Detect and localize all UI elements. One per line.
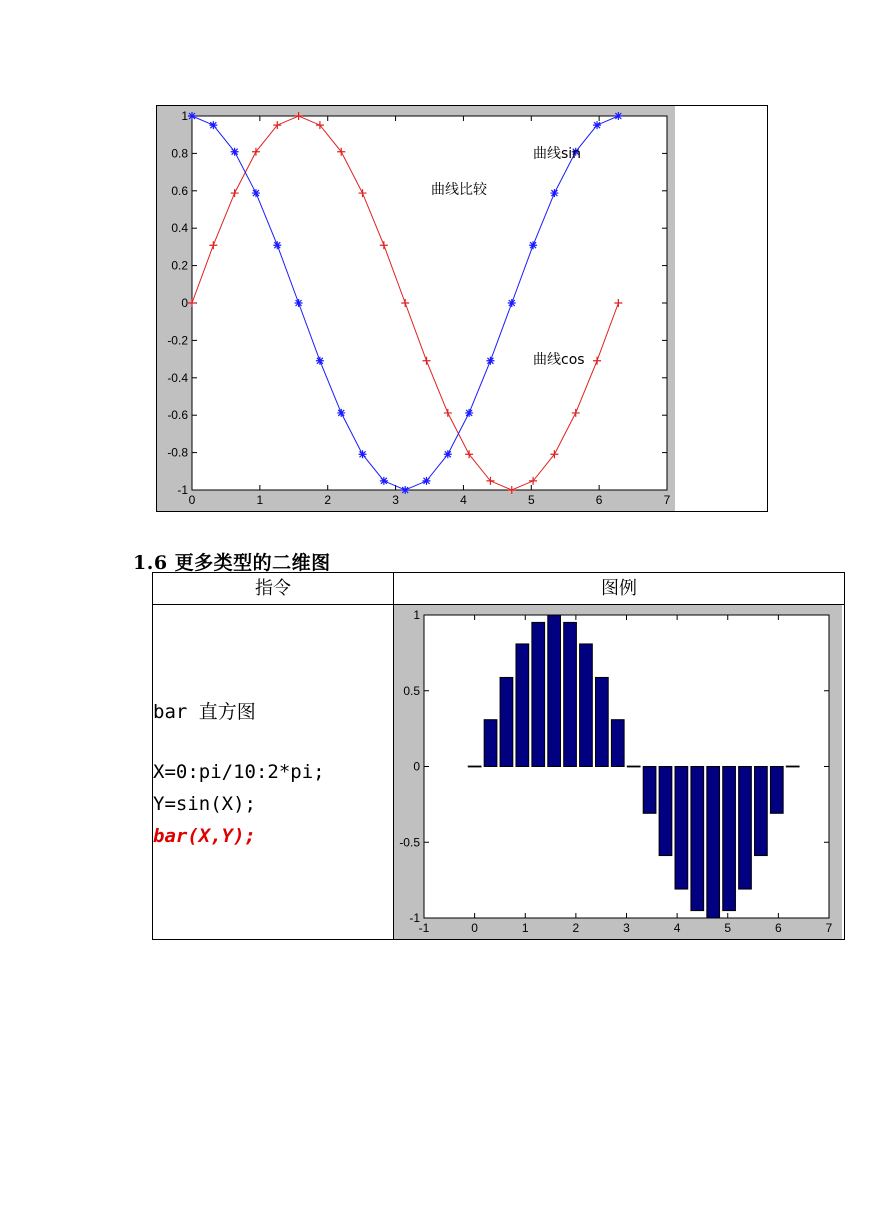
line-chart-svg	[157, 106, 767, 511]
x-tick-label: 5	[527, 493, 535, 507]
code-line-title: bar 直方图	[153, 701, 256, 723]
bar	[627, 766, 640, 767]
bar	[548, 615, 561, 767]
bar	[516, 644, 529, 767]
table-header-example: 图例	[394, 573, 844, 605]
x-tick-label: 4	[460, 493, 467, 507]
command-cell	[153, 605, 394, 939]
annotation-sin: 曲线sin	[533, 146, 582, 162]
x-tick-label: 7	[663, 493, 671, 507]
data-point-star	[380, 477, 388, 485]
data-point-star	[486, 357, 494, 365]
bar	[532, 622, 545, 766]
y-tick-label: -0.4	[167, 370, 188, 385]
bar	[707, 767, 720, 919]
y-tick-label: 0.8	[171, 146, 188, 161]
annotation-cos: 曲线cos	[533, 352, 585, 368]
bar	[500, 677, 513, 766]
data-point-star	[188, 112, 196, 120]
code-line-bar: bar(X,Y);	[153, 825, 256, 847]
data-point-star	[295, 299, 303, 307]
bar	[659, 767, 672, 856]
x-tick-label: 1	[521, 921, 529, 935]
x-tick-label: 2	[572, 921, 580, 935]
x-tick-label: 6	[775, 921, 782, 935]
x-tick-label: 3	[623, 921, 630, 935]
y-tick-label: -0.2	[167, 333, 188, 348]
data-point-star	[465, 409, 473, 417]
data-point-star	[337, 409, 345, 417]
y-tick-label: 0.2	[171, 258, 188, 273]
data-point-star	[209, 121, 217, 129]
bar	[468, 766, 481, 767]
y-tick-label: 0.6	[171, 183, 188, 198]
bar	[723, 767, 736, 911]
bar	[643, 767, 656, 814]
data-point-star	[444, 450, 452, 458]
x-tick-label: 5	[724, 921, 732, 935]
x-tick-label: 1	[256, 493, 264, 507]
bar	[564, 622, 577, 766]
x-tick-label: 0	[471, 921, 478, 935]
y-tick-label: -0.8	[167, 445, 188, 460]
bar	[691, 767, 704, 911]
code-line-x: X=0:pi/10:2*pi;	[153, 761, 325, 783]
bar	[786, 766, 799, 767]
y-tick-label: 1	[181, 109, 188, 123]
x-tick-label: 2	[324, 493, 332, 507]
data-point-star	[359, 450, 367, 458]
data-point-star	[614, 112, 622, 120]
data-point-star	[316, 357, 324, 365]
data-point-star	[252, 189, 260, 197]
bar	[611, 720, 624, 767]
data-point-star	[231, 148, 239, 156]
y-tick-label: 0	[181, 296, 188, 310]
y-tick-label: -0.6	[167, 408, 188, 423]
bar	[770, 767, 783, 814]
x-tick-label: 0	[188, 493, 196, 507]
data-point-star	[529, 241, 537, 249]
bar	[595, 677, 608, 766]
command-table	[152, 572, 845, 940]
code-line-y: Y=sin(X);	[153, 793, 256, 815]
bar	[755, 767, 768, 856]
y-tick-label: -0.5	[399, 835, 420, 850]
data-point-star	[593, 121, 601, 129]
y-tick-label: 0.4	[171, 221, 188, 236]
y-tick-label: 0	[413, 759, 420, 774]
data-point-star	[550, 189, 558, 197]
x-tick-label: 6	[595, 493, 603, 507]
bar	[675, 767, 688, 890]
table-header-command: 指令	[153, 573, 394, 605]
x-tick-label: -1	[418, 921, 430, 935]
x-tick-label: 7	[825, 921, 833, 935]
annotation-title: 曲线比较	[431, 182, 487, 198]
data-point-star	[508, 299, 516, 307]
y-tick-label: 0.5	[403, 683, 420, 698]
data-point-star	[423, 477, 431, 485]
data-point-star	[401, 486, 409, 494]
y-tick-label: -1	[177, 483, 188, 497]
bar	[580, 644, 593, 767]
bar	[739, 767, 752, 890]
x-tick-label: 3	[392, 493, 399, 507]
bar	[484, 720, 497, 767]
y-tick-label: 1	[413, 608, 420, 622]
axes-box	[192, 116, 667, 490]
line-chart-figure	[156, 105, 768, 512]
x-tick-label: 4	[673, 921, 681, 935]
data-point-star	[273, 241, 281, 249]
example-cell	[394, 605, 844, 939]
section-heading: 1.6 更多类型的二维图	[133, 552, 331, 574]
bar-chart-svg	[394, 605, 844, 939]
y-tick-label: -1	[409, 911, 420, 925]
